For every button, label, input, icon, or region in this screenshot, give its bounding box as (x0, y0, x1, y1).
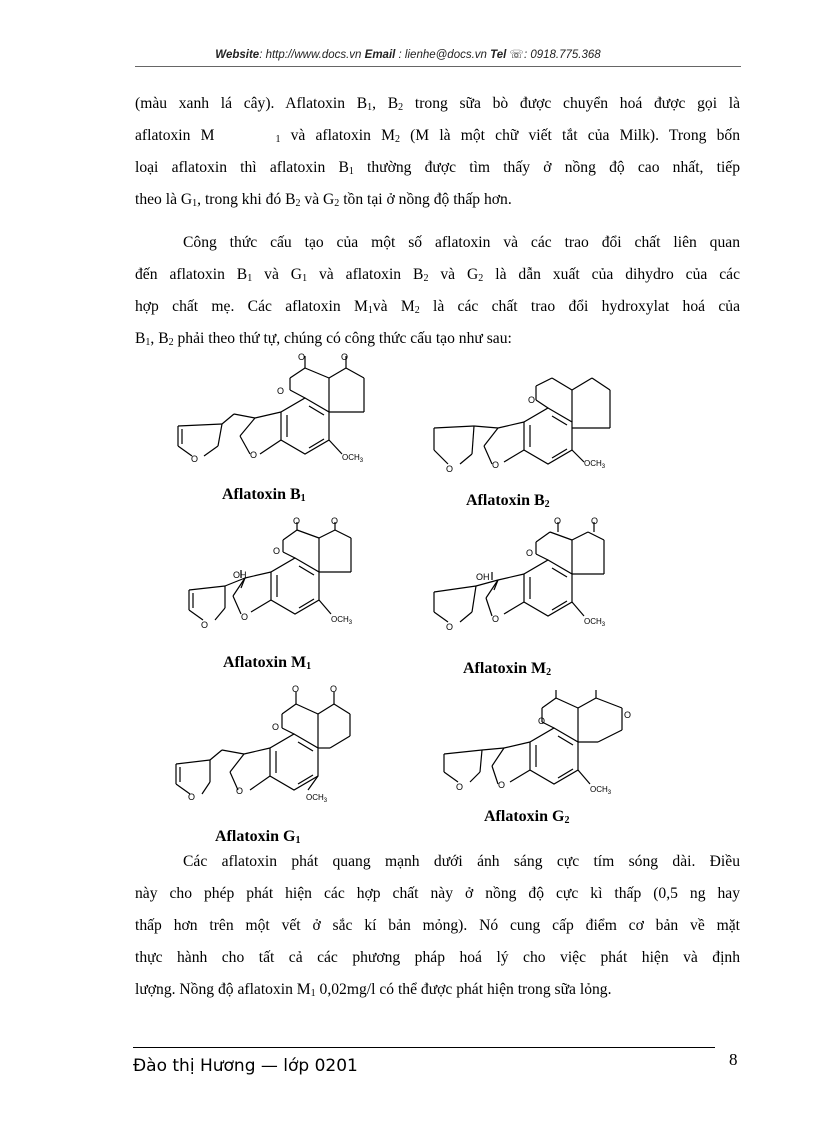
svg-text:O: O (277, 386, 285, 396)
svg-text:OCH3: $OCH_3$ (590, 785, 612, 796)
svg-text:O: O (273, 546, 281, 556)
footer-divider (133, 1047, 715, 1048)
label-aflatoxin-m1: Aflatoxin $M_1$ (223, 654, 312, 672)
svg-text:O: O (341, 352, 349, 362)
svg-text:O: O (446, 464, 454, 474)
svg-text:OH: OH (476, 572, 490, 582)
header-divider (135, 66, 741, 67)
tel-label: Tel (490, 49, 507, 61)
svg-text:OCH3: $OCH_3$ (306, 793, 328, 804)
page-header (0, 47, 816, 61)
svg-text:O: O (272, 722, 280, 732)
aflatoxin-m1-structure (185, 516, 385, 644)
svg-text:O: O (456, 782, 464, 792)
paragraph-1: (màu xanh lá cây). Aflatoxin $B_1$, $B_2$ trong sữa bò được chuyển hoá được gọi là aflatoxin M $_1$ và aflatoxin $M_2$ (M là một chữ viết tắt của Milk). Trong bốn loại aflatoxin thì aflatoxin $B_1$ thường được tìm thấy ở nồng độ cao nhất, tiếp theo là $G_1$, trong khi đó $B_2$ và $G_2$ tồn tại ở nồng độ thấp hơn. (135, 95, 741, 209)
svg-text:O: O (526, 548, 534, 558)
svg-text:O: O (554, 516, 562, 526)
email-label: Email (364, 49, 396, 61)
website-label: Website (215, 49, 260, 61)
aflatoxin-m2-structure (428, 516, 628, 646)
svg-text:O: O (201, 620, 209, 630)
svg-text:O: O (191, 454, 199, 464)
footer-author: Đào thị Hương — lớp 0201 (133, 1056, 358, 1076)
svg-text:OCH3: $OCH_3$ (584, 459, 606, 470)
svg-text:O: O (446, 622, 454, 632)
svg-text:O: O (624, 710, 632, 720)
label-aflatoxin-g1: Aflatoxin $G_1$ (215, 828, 301, 846)
svg-text:OCH3: $OCH_3$ (584, 617, 606, 628)
svg-text:O: O (250, 450, 258, 460)
page-number: 8 (729, 1050, 738, 1069)
svg-text:O: O (241, 612, 249, 622)
svg-text:O: O (331, 516, 339, 526)
svg-text:O: O (298, 352, 306, 362)
label-aflatoxin-g2: Aflatoxin $G_2$ (484, 808, 570, 826)
svg-text:O: O (292, 684, 300, 694)
paragraph-3: Các aflatoxin phát quang mạnh dưới ánh sáng cực tím sóng dài. Điều này cho phép phát hiện các hợp chất này ở nồng độ cực kì thấp (0,5 ng hay thấp hơn trên một vết ở sắc kí bản mỏng). Nó cung cấp điểm cơ bản về mặt thực hành cho tất cả các phương pháp hoá lý cho việc phát hiện và định lượng. Nồng độ aflatoxin $M_1$ 0,02mg/l có thể được phát hiện trong sữa lỏng. (135, 853, 740, 999)
svg-text:OH: OH (233, 570, 247, 580)
label-aflatoxin-b2: Aflatoxin $B_2$ (466, 492, 550, 510)
svg-text:OCH3: $OCH_3$ (342, 453, 364, 464)
label-aflatoxin-b1: Aflatoxin $B_1$ (222, 486, 306, 504)
svg-text:O: O (330, 684, 338, 694)
svg-text:O: O (591, 516, 599, 526)
svg-text:O: O (188, 792, 196, 802)
svg-text:O: O (492, 460, 500, 470)
aflatoxin-b1-structure (170, 350, 400, 480)
aflatoxin-g1-structure (170, 684, 380, 814)
aflatoxin-g2-structure (438, 684, 638, 808)
svg-text:O: O (498, 780, 506, 790)
website-value[interactable]: : http://www.docs.vn (259, 49, 362, 61)
svg-text:O: O (293, 516, 301, 526)
label-aflatoxin-m2: Aflatoxin $M_2$ (463, 660, 552, 678)
svg-text:O: O (528, 395, 536, 405)
paragraph-2: Công thức cấu tạo của một số aflatoxin và các trao đổi chất liên quan đến aflatoxin $B_1$ và $G_1$ và aflatoxin $B_2$ và $G_2$ là dẫn xuất của dihydro của các hợp chất mẹ. Các aflatoxin $M_1và$ $M_2$ là các chất trao đổi hydroxylat hoá của $B_1$, $B_2$ phải theo thứ tự, chúng có công thức cấu tạo như sau: (135, 234, 741, 348)
svg-text:O: O (236, 786, 244, 796)
svg-text:OCH3: $OCH_3$ (331, 615, 353, 626)
svg-text:O: O (492, 614, 500, 624)
tel-value: : 0918.775.368 (523, 49, 601, 61)
phone-icon: ☏ (509, 49, 524, 61)
email-value[interactable]: : lienhe@docs.vn (398, 49, 487, 61)
svg-text:O: O (538, 716, 546, 726)
aflatoxin-b2-structure (428, 368, 658, 488)
